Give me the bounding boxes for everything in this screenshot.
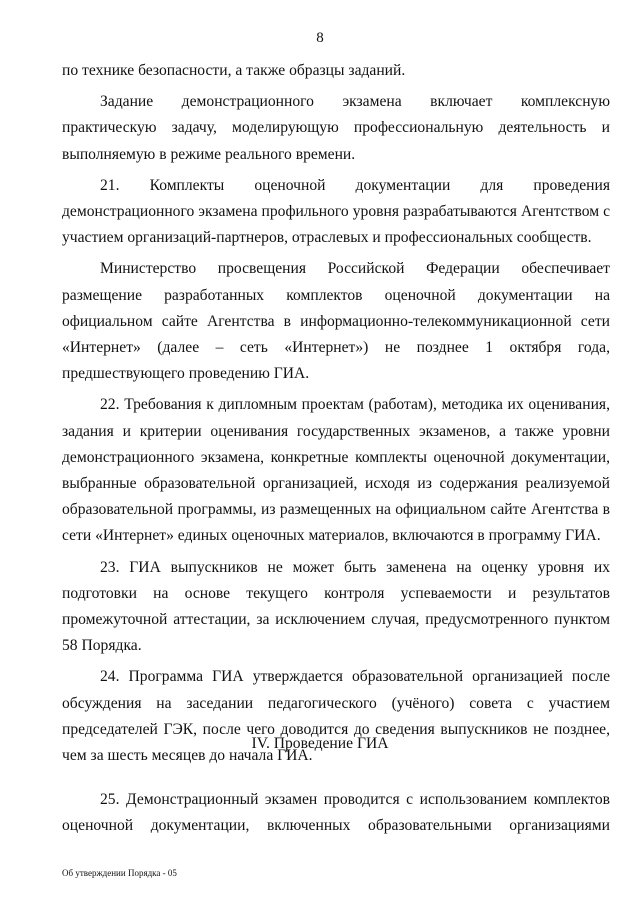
paragraph-demo-exam-task: Задание демонстрационного экзамена включает комплексную практическую задачу, моделирующую профессиональную деятельность и выполняемую в режиме реального времени. <box>62 93 610 163</box>
paragraph-25: 25. Демонстрационный экзамен проводится с использованием комплектов оценочной документации, включенных образовательными организациями <box>62 791 610 835</box>
paragraph-22: 22. Требования к дипломным проектам (работам), методика их оценивания, задания и критерии оценивания государственных экзаменов, а также уровни демонстрационного экзамена, конкретные комплекты оценочной документации, выбранные образовательной организацией, исходя из содержания реализуемой образовательной программы, из размещенных на официальном сайте Агентства в сети «Интернет» единых оценочных материалов, включаются в программу ГИА. <box>62 396 610 545</box>
paragraph-24: 24. Программа ГИА утверждается образовательной организацией после обсуждения на заседании педагогического (учёного) совета с участием председателей ГЭК, после чего доводится до сведения выпускников не позднее, чем за шесть месяцев до начала ГИА. <box>62 668 610 765</box>
document-body <box>62 58 610 769</box>
footer-note: Об утверждении Порядка - 05 <box>62 868 177 878</box>
paragraph-continuation: по технике безопасности, а также образцы заданий. <box>62 62 406 79</box>
page-number: 8 <box>316 30 324 46</box>
paragraph-ministry: Министерство просвещения Российской Федерации обеспечивает размещение разработанных комплектов оценочной документации на официальном сайте Агентства в информационно-телекоммуникационной сети «Интернет» (далее – сеть «Интернет») не позднее 1 октября года, предшествующего проведению ГИА. <box>62 260 610 383</box>
section-heading: IV. Проведение ГИА <box>251 735 389 752</box>
paragraph-21: 21. Комплекты оценочной документации для проведения демонстрационного экзамена профильного уровня разрабатываются Агентством с участием организаций-партнеров, отраслевых и профессиональных сообществ. <box>62 176 610 247</box>
paragraph-23: 23. ГИА выпускников не может быть заменена на оценку уровня их подготовки на основе текущего контроля успеваемости и результатов промежуточной аттестации, за исключением случая, предусмотренного пунктом 58 Порядка. <box>62 558 610 655</box>
